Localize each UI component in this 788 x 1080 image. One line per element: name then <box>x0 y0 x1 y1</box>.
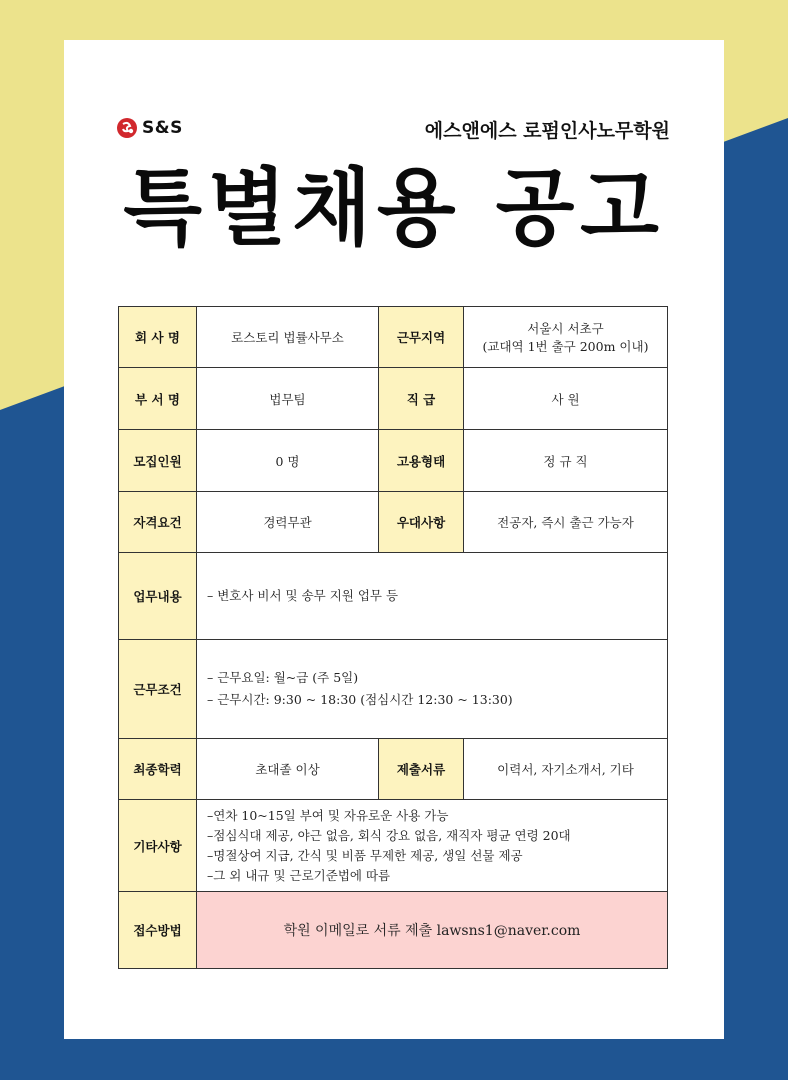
etc-line-3: –명절상여 지급, 간식 및 비품 무제한 제공, 생일 선물 제공 <box>207 847 523 863</box>
conditions-value <box>197 640 668 739</box>
table-row <box>119 892 668 969</box>
logo <box>116 117 183 139</box>
table-row <box>119 430 668 492</box>
table-row <box>119 553 668 640</box>
education-label: 최종학력 <box>119 739 197 800</box>
table-row <box>119 307 668 368</box>
apply-value: 학원 이메일로 서류 제출 lawsns1@naver.com <box>197 892 668 969</box>
documents-label: 제출서류 <box>379 739 464 800</box>
qualification-value: 경력무관 <box>197 492 379 553</box>
logo-text: S&S <box>142 118 183 138</box>
table-row <box>119 640 668 739</box>
recruits-value: 0 명 <box>197 430 379 492</box>
etc-line-4: –그 외 내규 및 근로기준법에 따름 <box>207 867 391 883</box>
conditions-label: 근무조건 <box>119 640 197 739</box>
etc-value <box>197 800 668 892</box>
education-value: 초대졸 이상 <box>197 739 379 800</box>
recruits-label: 모집인원 <box>119 430 197 492</box>
job-info-table <box>118 306 668 969</box>
location-line-2: (교대역 1번 출구 200m 이내) <box>482 339 649 354</box>
table-row <box>119 739 668 800</box>
conditions-line-2: – 근무시간: 9:30 ~ 18:30 (점심시간 12:30 ~ 13:30) <box>207 692 513 707</box>
duties-label: 업무내용 <box>119 553 197 640</box>
etc-line-2: –점심식대 제공, 야근 없음, 회식 강요 없음, 재직자 평균 연령 20대 <box>207 827 571 843</box>
preference-value: 전공자, 즉시 출근 가능자 <box>464 492 668 553</box>
page-title: 특별채용 공고 <box>123 159 665 257</box>
location-label: 근무지역 <box>379 307 464 368</box>
dept-label: 부 서 명 <box>119 368 197 430</box>
table-row <box>119 368 668 430</box>
qualification-label: 자격요건 <box>119 492 197 553</box>
table-row <box>119 492 668 553</box>
table-row <box>119 800 668 892</box>
preference-label: 우대사항 <box>379 492 464 553</box>
location-line-1: 서울시 서초구 <box>527 321 604 336</box>
location-value <box>464 307 668 368</box>
dept-value: 법무팀 <box>197 368 379 430</box>
company-value: 로스토리 법률사무소 <box>197 307 379 368</box>
employment-label: 고용형태 <box>379 430 464 492</box>
etc-label: 기타사항 <box>119 800 197 892</box>
employment-value: 정 규 직 <box>464 430 668 492</box>
company-label: 회 사 명 <box>119 307 197 368</box>
duties-value: – 변호사 비서 및 송무 지원 업무 등 <box>197 553 668 640</box>
etc-line-1: –연차 10~15일 부여 및 자유로운 사용 가능 <box>207 807 449 823</box>
conditions-line-1: – 근무요일: 월~금 (주 5일) <box>207 670 359 685</box>
org-name: 에스앤에스 로펌인사노무학원 <box>424 120 670 142</box>
documents-value: 이력서, 자기소개서, 기타 <box>464 739 668 800</box>
rank-value: 사 원 <box>464 368 668 430</box>
sns-logo-icon <box>116 117 138 139</box>
apply-label: 접수방법 <box>119 892 197 969</box>
rank-label: 직 급 <box>379 368 464 430</box>
